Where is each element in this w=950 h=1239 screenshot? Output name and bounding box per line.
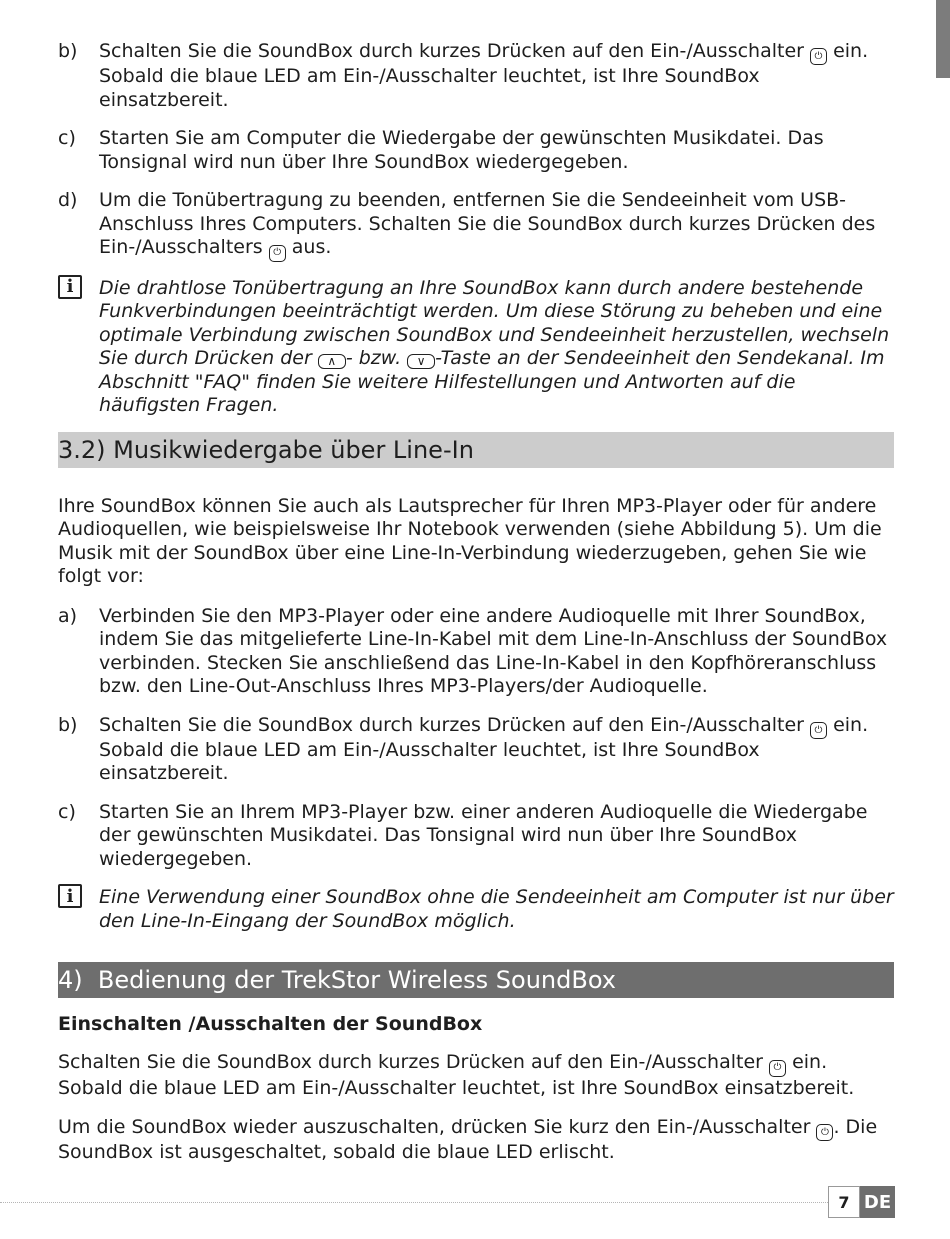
paragraph-text: Schalten Sie die SoundBox durch kurzes Drücken auf den Ein-/Ausschalter — [58, 1051, 763, 1074]
chapter-heading: 4) Bedienung der TrekStor Wireless SoundBox — [58, 962, 894, 998]
paragraph-text: Um die SoundBox wieder auszuschalten, drücken Sie kurz den Ein-/Ausschalter — [58, 1116, 811, 1138]
item-text: Um die Tonübertragung zu beenden, entfernen Sie die Sendeeinheit vom USB-Anschluss Ihres Computers. Schalten Sie die SoundBox durch kurzes Drücken des Ein-/Ausschalters — [99, 189, 876, 259]
subheading: Einschalten /Ausschalten der SoundBox — [58, 1013, 483, 1036]
footer-divider — [0, 1202, 828, 1203]
note-text: - bzw. — [345, 347, 402, 369]
list-item — [58, 714, 894, 786]
list-label: c) — [58, 127, 76, 150]
list-item — [58, 801, 894, 872]
item-text: Schalten Sie die SoundBox durch kurzes Drücken auf den Ein-/Ausschalter — [99, 713, 804, 736]
language-badge: DE — [860, 1186, 895, 1218]
note-text: Die drahtlose Tonübertragung an Ihre SoundBox kann durch andere bestehende Funkverbindungen beeinträchtigt werden. Um diese Störung zu beheben und eine optimale Verbindung zwischen SoundBox und Sendeeinheit herzustellen, wechseln Sie durch Drücken der — [99, 276, 890, 369]
section-heading: 3.2) Musikwiedergabe über Line-In — [58, 432, 894, 468]
item-text: Verbinden Sie den MP3-Player oder eine andere Audioquelle mit Ihrer SoundBox, indem Sie das mitgelieferte Line-In-Kabel mit dem Line-In-Anschluss der SoundBox verbinden. Stecken Sie anschließend das Line-In-Kabel in den Kopfhöreranschluss bzw. den Line-Out-Anschluss Ihres MP3-Players/der Audioquelle. — [99, 604, 888, 697]
paragraph — [58, 1116, 894, 1165]
item-text: ein. Sobald die blaue LED am Ein-/Ausschalter leuchtet, ist Ihre SoundBox einsatzbereit. — [99, 40, 869, 111]
page-number: 7 — [828, 1186, 860, 1218]
info-note — [58, 886, 894, 933]
item-text: Starten Sie an Ihrem MP3-Player bzw. einer anderen Audioquelle die Wiedergabe der gewünschten Musikdatei. Das Tonsignal wird nun über Ihre SoundBox wiedergegeben. — [99, 800, 868, 870]
page-tab-marker — [936, 0, 950, 78]
item-text: ein. Sobald die blaue LED am Ein-/Ausschalter leuchtet, ist Ihre SoundBox einsatzbereit. — [99, 713, 869, 785]
channel-down-key-icon: ∨ — [407, 354, 435, 369]
item-text: aus. — [291, 236, 332, 259]
item-text: Starten Sie am Computer die Wiedergabe der gewünschten Musikdatei. Das Tonsignal wird nun über Ihre SoundBox wiedergegeben. — [99, 127, 824, 173]
item-text: Schalten Sie die SoundBox durch kurzes Drücken auf den Ein-/Ausschalter — [99, 40, 804, 62]
list-label: b) — [58, 713, 78, 736]
note-text: Eine Verwendung einer SoundBox ohne die Sendeeinheit am Computer ist nur über den Line-In-Eingang der SoundBox möglich. — [99, 886, 894, 932]
list-item — [58, 127, 894, 174]
list-item — [58, 189, 894, 261]
paragraph-text: ein. Sobald die blaue LED am Ein-/Ausschalter leuchtet, ist Ihre SoundBox einsatzbereit. — [58, 1051, 855, 1099]
list-label: b) — [58, 40, 78, 62]
channel-up-key-icon: ∧ — [318, 354, 346, 369]
paragraph-text: . Die SoundBox ist ausgeschaltet, sobald die blaue LED erlischt. — [58, 1116, 878, 1164]
power-button-icon: ⏻ — [269, 245, 286, 262]
paragraph — [58, 1051, 894, 1100]
power-button-icon: ⏻ — [810, 48, 827, 65]
info-icon: i — [58, 884, 82, 908]
list-item — [58, 40, 894, 112]
page-content — [58, 40, 894, 1181]
power-button-icon: ⏻ — [769, 1060, 786, 1077]
power-button-icon: ⏻ — [810, 722, 827, 739]
power-button-icon: ⏻ — [816, 1124, 833, 1141]
list-item — [58, 605, 894, 699]
info-note — [58, 277, 894, 418]
note-text: -Taste an der Sendeeinheit den Sendekanal. Im Abschnitt "FAQ" finden Sie weitere Hilfestellungen und Antworten auf die häufigsten Fragen. — [99, 347, 885, 416]
list-label: a) — [58, 604, 78, 627]
info-icon: i — [58, 275, 82, 299]
list-label: d) — [58, 189, 78, 212]
list-label: c) — [58, 800, 76, 823]
intro-paragraph: Ihre SoundBox können Sie auch als Lautsprecher für Ihren MP3-Player oder für andere Audioquellen, wie beispielsweise Ihr Notebook verwenden (siehe Abbildung 5). Um die Musik mit der SoundBox über eine Line-In-Verbindung wiederzugeben, gehen Sie wie folgt vor: — [58, 494, 882, 587]
